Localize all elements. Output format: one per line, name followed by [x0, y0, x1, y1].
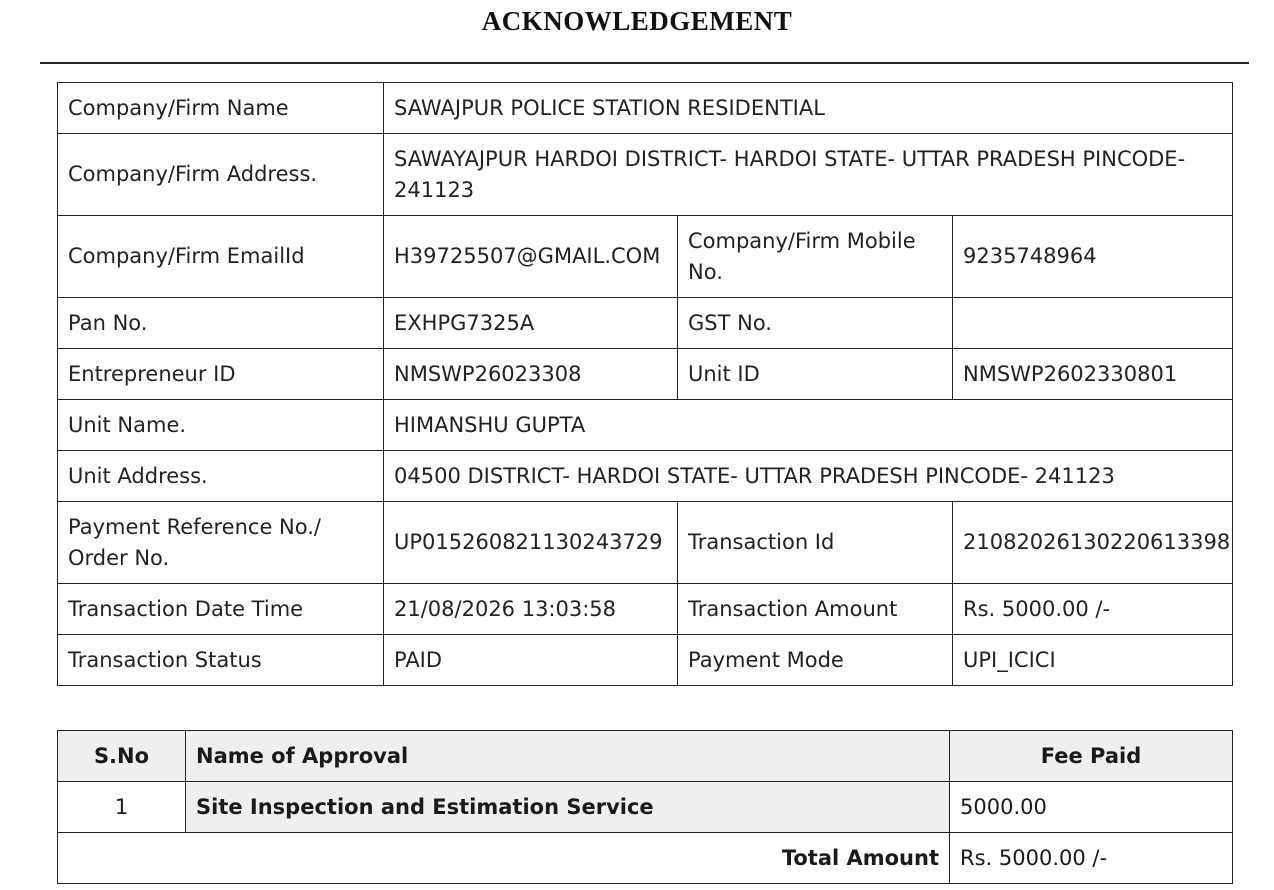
table-row: [58, 400, 1233, 451]
payment-reference-label: Payment Reference No./ Order No.: [58, 502, 384, 584]
approval-name-header: Name of Approval: [186, 731, 950, 782]
company-details-table: [57, 82, 1233, 686]
entrepreneur-id-value: NMSWP26023308: [384, 349, 678, 400]
payment-mode-label: Payment Mode: [678, 635, 953, 686]
entrepreneur-id-label: Entrepreneur ID: [58, 349, 384, 400]
fee-paid-header: Fee Paid: [950, 731, 1233, 782]
table-row: [58, 502, 1233, 584]
table-row: [58, 782, 1233, 833]
sno-cell: 1: [58, 782, 186, 833]
sno-header: S.No: [58, 731, 186, 782]
table-row: [58, 451, 1233, 502]
fees-table: [57, 730, 1233, 884]
email-value: H39725507@GMAIL.COM: [384, 216, 678, 298]
transaction-id-label: Transaction Id: [678, 502, 953, 584]
transaction-status-value: PAID: [384, 635, 678, 686]
unit-id-value: NMSWP2602330801: [953, 349, 1233, 400]
unit-address-label: Unit Address.: [58, 451, 384, 502]
fee-paid-cell: 5000.00: [950, 782, 1233, 833]
table-row: [58, 298, 1233, 349]
transaction-id-value: 21082026130220613398: [953, 502, 1233, 584]
table-row: [58, 349, 1233, 400]
pan-value: EXHPG7325A: [384, 298, 678, 349]
company-name-value: SAWAJPUR POLICE STATION RESIDENTIAL: [384, 83, 1233, 134]
page-title: ACKNOWLEDGEMENT: [481, 6, 793, 36]
transaction-status-label: Transaction Status: [58, 635, 384, 686]
company-address-label: Company/Firm Address.: [58, 134, 384, 216]
total-amount-value: Rs. 5000.00 /-: [950, 833, 1233, 884]
transaction-datetime-label: Transaction Date Time: [58, 584, 384, 635]
company-address-value: SAWAYAJPUR HARDOI DISTRICT- HARDOI STATE- UTTAR PRADESH PINCODE- 241123: [384, 134, 1233, 216]
gst-value: [953, 298, 1233, 349]
mobile-label: Company/Firm Mobile No.: [678, 216, 953, 298]
unit-name-label: Unit Name.: [58, 400, 384, 451]
transaction-amount-value: Rs. 5000.00 /-: [953, 584, 1233, 635]
unit-id-label: Unit ID: [678, 349, 953, 400]
total-row: [58, 833, 1233, 884]
unit-address-value: 04500 DISTRICT- HARDOI STATE- UTTAR PRADESH PINCODE- 241123: [384, 451, 1233, 502]
gst-label: GST No.: [678, 298, 953, 349]
payment-mode-value: UPI_ICICI: [953, 635, 1233, 686]
title-divider: [40, 62, 1249, 64]
transaction-amount-label: Transaction Amount: [678, 584, 953, 635]
email-label: Company/Firm EmailId: [58, 216, 384, 298]
table-row: [58, 635, 1233, 686]
total-amount-label: Total Amount: [58, 833, 950, 884]
transaction-datetime-value: 21/08/2026 13:03:58: [384, 584, 678, 635]
table-row: [58, 216, 1233, 298]
table-row: [58, 584, 1233, 635]
pan-label: Pan No.: [58, 298, 384, 349]
company-name-label: Company/Firm Name: [58, 83, 384, 134]
table-header-row: [58, 731, 1233, 782]
approval-name-cell: Site Inspection and Estimation Service: [186, 782, 950, 833]
table-row: [58, 134, 1233, 216]
unit-name-value: HIMANSHU GUPTA: [384, 400, 1233, 451]
mobile-value: 9235748964: [953, 216, 1233, 298]
payment-reference-value: UP015260821130243729: [384, 502, 678, 584]
table-row: [58, 83, 1233, 134]
